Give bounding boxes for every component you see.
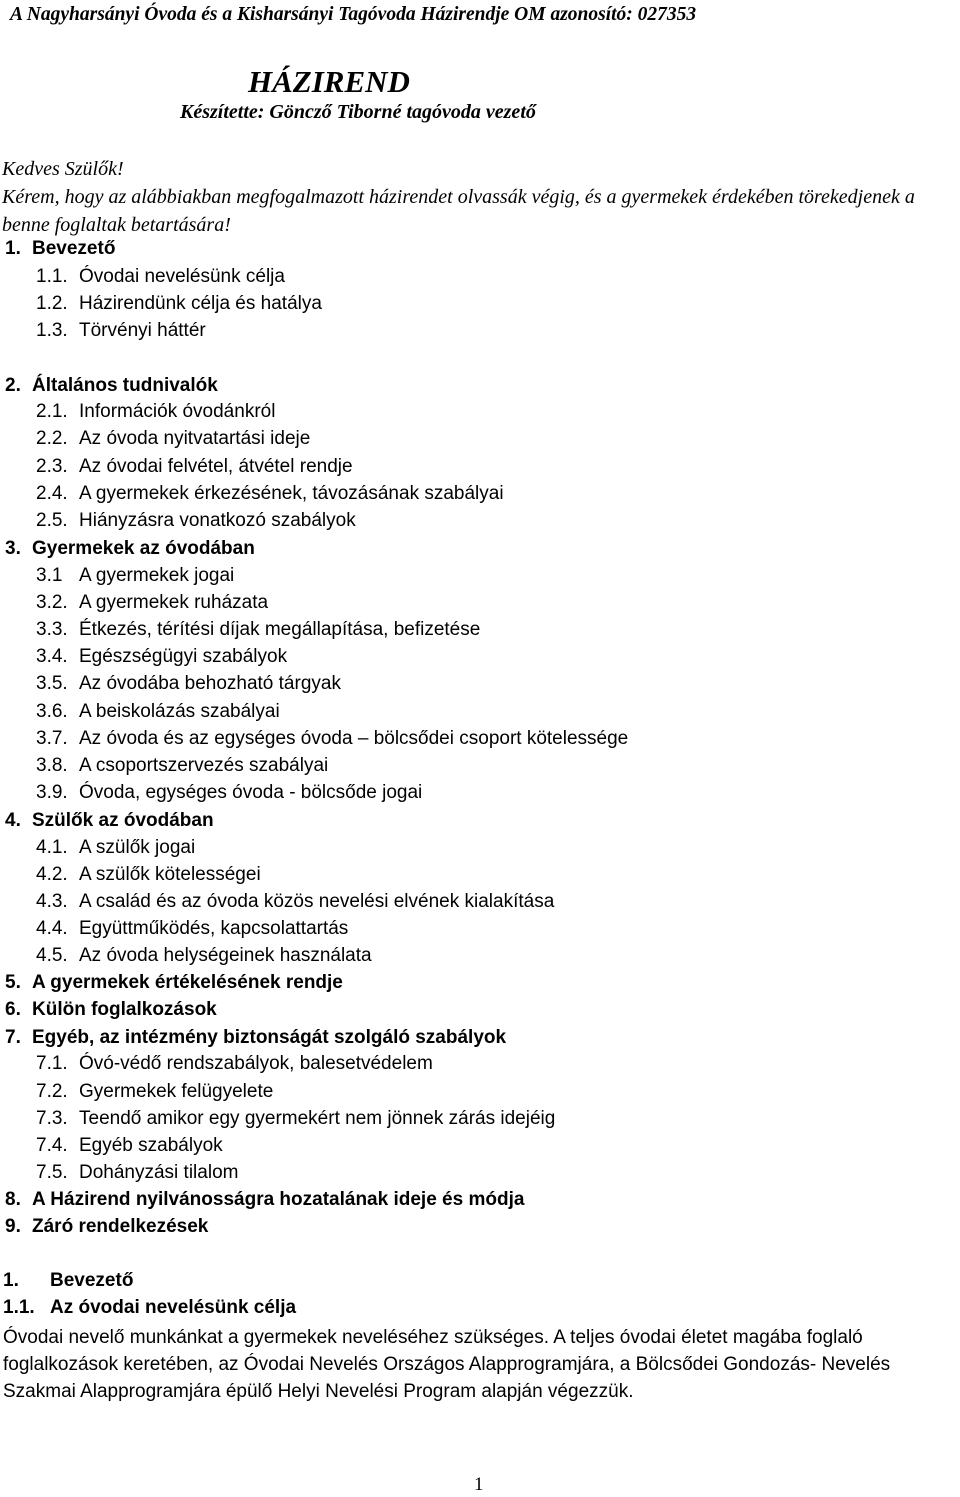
toc-label: A Házirend nyilvánosságra hozatalának ideje és módja bbox=[32, 1189, 525, 1210]
toc-number: 4.5. bbox=[36, 945, 68, 966]
toc-label: Az óvoda nyitvatartási ideje bbox=[79, 428, 311, 449]
toc-subsection bbox=[36, 292, 322, 316]
toc-label: Szülők az óvodában bbox=[32, 810, 214, 831]
toc-number: 4. bbox=[5, 810, 21, 831]
section-paragraph: Óvodai nevelő munkánkat a gyermekek neveléséhez szükséges. A teljes óvodai életet magába foglaló foglalkozások keretében, az Óvodai Nevelés Országos Alapprogramjára, a Bölcsődei Gondozás- Nevelés Szakmai Alapprogramjára épülő Helyi Nevelési Program alapján végezzük. bbox=[3, 1327, 891, 1402]
toc-number: 7. bbox=[5, 1027, 21, 1048]
toc-number: 2.3. bbox=[36, 456, 68, 477]
toc-label: Az óvodai felvétel, átvétel rendje bbox=[79, 456, 353, 477]
toc-number: 4.2. bbox=[36, 864, 68, 885]
toc-subsection bbox=[36, 265, 285, 289]
toc-subsection bbox=[36, 509, 356, 533]
toc-label: Bevezető bbox=[32, 238, 116, 259]
toc-label: Teendő amikor egy gyermekért nem jönnek zárás idejéig bbox=[79, 1108, 556, 1129]
toc-label: Házirendünk célja és hatálya bbox=[79, 293, 322, 314]
toc-label: A szülők jogai bbox=[79, 837, 196, 858]
toc-subsection bbox=[36, 781, 422, 805]
toc-section bbox=[5, 998, 217, 1022]
toc-label: Az óvodába behozható tárgyak bbox=[79, 673, 341, 694]
toc-label: A gyermekek ruházata bbox=[79, 592, 269, 613]
toc-label: Egészségügyi szabályok bbox=[79, 646, 288, 667]
toc-number: 7.5. bbox=[36, 1162, 68, 1183]
toc-number: 5. bbox=[5, 972, 21, 993]
toc-number: 7.1. bbox=[36, 1053, 68, 1074]
toc-section bbox=[5, 1188, 524, 1212]
toc-label: Törvényi háttér bbox=[79, 320, 206, 341]
toc-subsection bbox=[36, 836, 195, 860]
toc-number: 2.2. bbox=[36, 428, 68, 449]
toc-label: A beiskolázás szabályai bbox=[79, 701, 280, 722]
toc-label: Az óvoda és az egységes óvoda – bölcsődei csoport kötelessége bbox=[79, 728, 629, 749]
toc-label: A szülők kötelességei bbox=[79, 864, 261, 885]
toc-number: 3.1 bbox=[36, 565, 63, 586]
toc-section bbox=[5, 374, 218, 398]
toc-number: 4.1. bbox=[36, 837, 68, 858]
toc-subsection bbox=[36, 564, 234, 588]
toc-label: Együttműködés, kapcsolattartás bbox=[79, 918, 349, 939]
toc-number: 3. bbox=[5, 538, 21, 559]
intro bbox=[2, 155, 957, 239]
toc-subsection bbox=[36, 890, 554, 914]
toc-label: Gyermekek felügyelete bbox=[79, 1081, 274, 1102]
section-heading bbox=[3, 1270, 133, 1292]
toc-label: Étkezés, térítési díjak megállapítása, befizetése bbox=[79, 619, 481, 640]
toc-number: 1. bbox=[5, 238, 21, 259]
toc-label: A gyermekek jogai bbox=[79, 565, 235, 586]
toc-number: 7.3. bbox=[36, 1108, 68, 1129]
toc-subsection bbox=[36, 863, 261, 887]
toc-subsection bbox=[36, 455, 353, 479]
toc-number: 7.2. bbox=[36, 1081, 68, 1102]
toc-number: 6. bbox=[5, 999, 21, 1020]
toc-subsection bbox=[36, 700, 280, 724]
toc-subsection bbox=[36, 1134, 223, 1158]
document-author: Készítette: Göncző Tiborné tagóvoda vezető bbox=[180, 101, 536, 123]
toc-label: Óvodai nevelésünk célja bbox=[79, 266, 285, 287]
toc-number: 2.1. bbox=[36, 401, 68, 422]
toc-section bbox=[5, 237, 115, 261]
section-heading-label: Bevezető bbox=[50, 1270, 134, 1291]
toc-subsection bbox=[36, 672, 341, 696]
toc-subsection bbox=[36, 645, 287, 669]
toc-subsection bbox=[36, 1052, 433, 1076]
toc-number: 3.6. bbox=[36, 701, 68, 722]
toc-label: Hiányzásra vonatkozó szabályok bbox=[79, 510, 356, 531]
toc-number: 3.7. bbox=[36, 728, 68, 749]
intro-greeting: Kedves Szülők! bbox=[2, 158, 124, 180]
toc-number: 2.4. bbox=[36, 483, 68, 504]
toc-number: 8. bbox=[5, 1189, 21, 1210]
toc-section bbox=[5, 809, 214, 833]
toc-label: Óvoda, egységes óvoda - bölcsőde jogai bbox=[79, 782, 423, 803]
toc-number: 3.3. bbox=[36, 619, 68, 640]
toc-subsection bbox=[36, 917, 348, 941]
toc-subsection bbox=[36, 618, 480, 642]
toc-label: Dohányzási tilalom bbox=[79, 1162, 239, 1183]
toc-label: Egyéb szabályok bbox=[79, 1135, 223, 1156]
toc-label: Egyéb, az intézmény biztonságát szolgáló szabályok bbox=[32, 1027, 507, 1048]
toc-number: 3.8. bbox=[36, 755, 68, 776]
toc-label: A gyermekek értékelésének rendje bbox=[32, 972, 343, 993]
toc-number: 1.1. bbox=[36, 266, 68, 287]
toc-number: 3.5. bbox=[36, 673, 68, 694]
section-heading-number: 1. bbox=[3, 1270, 19, 1291]
toc-subsection bbox=[36, 727, 628, 751]
toc-label: Általános tudnivalók bbox=[32, 375, 218, 396]
toc-label: Óvó-védő rendszabályok, balesetvédelem bbox=[79, 1053, 433, 1074]
toc-number: 3.2. bbox=[36, 592, 68, 613]
toc-number: 7.4. bbox=[36, 1135, 68, 1156]
toc-subsection bbox=[36, 427, 310, 451]
toc-number: 9. bbox=[5, 1216, 21, 1237]
toc-section bbox=[5, 537, 255, 561]
toc-subsection bbox=[36, 1107, 555, 1131]
toc-number: 4.4. bbox=[36, 918, 68, 939]
toc-label: Gyermekek az óvodában bbox=[32, 538, 255, 559]
toc-section bbox=[5, 971, 343, 995]
toc-subsection bbox=[36, 591, 268, 615]
toc-label: A csoportszervezés szabályai bbox=[79, 755, 329, 776]
toc-label: Információk óvodánkról bbox=[79, 401, 276, 422]
toc-number: 4.3. bbox=[36, 891, 68, 912]
toc-subsection bbox=[36, 754, 328, 778]
toc-label: Külön foglalkozások bbox=[32, 999, 217, 1020]
toc-section bbox=[5, 1026, 506, 1050]
subsection-heading-number: 1.1. bbox=[3, 1297, 35, 1318]
toc-subsection bbox=[36, 944, 372, 968]
toc-number: 3.9. bbox=[36, 782, 68, 803]
toc-number: 1.2. bbox=[36, 293, 68, 314]
toc-number: 1.3. bbox=[36, 320, 68, 341]
toc-subsection bbox=[36, 482, 504, 506]
toc-section bbox=[5, 1215, 208, 1239]
subsection-heading bbox=[3, 1297, 296, 1319]
toc-number: 2.5. bbox=[36, 510, 68, 531]
toc-subsection bbox=[36, 400, 275, 424]
toc-subsection bbox=[36, 319, 206, 343]
toc-number: 3.4. bbox=[36, 646, 68, 667]
toc-label: Az óvoda helységeinek használata bbox=[79, 945, 372, 966]
page-header: A Nagyharsányi Óvoda és a Kisharsányi Tagóvoda Házirendje OM azonosító: 027353 bbox=[10, 4, 697, 25]
toc-label: A család és az óvoda közös nevelési elvének kialakítása bbox=[79, 891, 555, 912]
toc-subsection bbox=[36, 1080, 273, 1104]
document-title: HÁZIREND bbox=[248, 64, 410, 99]
intro-text: Kérem, hogy az alábbiakban megfogalmazott házirendet olvassák végig, és a gyermekek érdekében törekedjenek a benne foglaltak betartására! bbox=[2, 186, 915, 236]
toc-label: A gyermekek érkezésének, távozásának szabályai bbox=[79, 483, 504, 504]
toc-label: Záró rendelkezések bbox=[32, 1216, 209, 1237]
toc-number: 2. bbox=[5, 375, 21, 396]
toc-subsection bbox=[36, 1161, 238, 1185]
page-number: 1 bbox=[474, 1474, 484, 1495]
subsection-heading-label: Az óvodai nevelésünk célja bbox=[50, 1297, 297, 1318]
